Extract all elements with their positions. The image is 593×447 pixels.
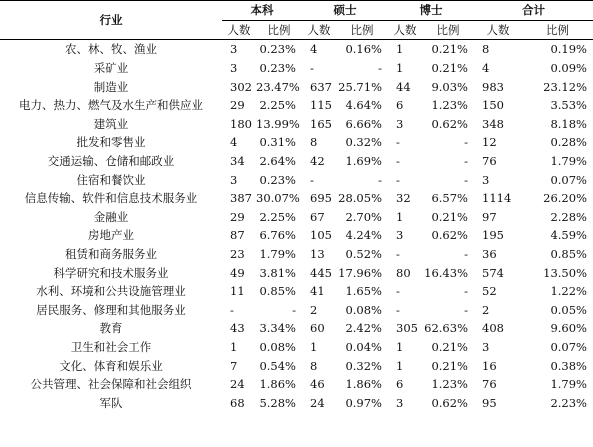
bachelor-ratio-cell: 3.81% [259,265,296,280]
doctor-count-cell: - [396,172,400,187]
table-body [0,40,593,412]
total-ratio-cell: 1.79% [550,377,587,392]
doctor-ratio-cell: 1.23% [431,98,468,113]
total-ratio-cell: 0.07% [550,172,587,187]
table-row [0,59,593,78]
bachelor-ratio-cell: 1.79% [259,247,296,262]
total-ratio-cell: 8.18% [550,116,587,131]
doctor-ratio-cell: 1.23% [431,377,468,392]
doctor-ratio-cell: 16.43% [424,265,468,280]
total-ratio-cell: 0.09% [550,61,587,76]
bachelor-count-cell: 24 [230,377,245,392]
doctor-ratio-cell: 62.63% [424,321,468,336]
master-count-cell: 67 [310,209,325,224]
bachelor-count-cell: 387 [230,191,252,206]
master-count-cell: 41 [310,284,325,299]
doctor-ratio-cell: 0.21% [431,339,468,354]
table-row [0,40,593,59]
bachelor-ratio-cell: 2.25% [259,98,296,113]
doctor-count-cell: 3 [396,228,404,243]
total-count-cell: 3 [482,172,490,187]
total-ratio-cell: 0.05% [550,302,587,317]
bachelor-count-cell: 302 [230,79,252,94]
doctor-ratio-cell: 0.21% [431,209,468,224]
doctor-ratio-cell: 9.03% [431,79,468,94]
doctor-count-cell: - [396,135,400,150]
total-ratio-cell: 13.50% [543,265,587,280]
total-count-cell: 76 [482,154,497,169]
industry-cell: 制造业 [93,79,129,94]
master-ratio-cell: - [378,172,382,187]
master-ratio-cell: 25.71% [338,79,382,94]
master-count-cell: - [310,61,314,76]
doctor-ratio-cell: 0.62% [431,395,468,410]
master-count-cell: 8 [310,358,318,373]
doctor-ratio-cell: - [464,247,468,262]
industry-cell: 电力、热力、燃气及水生产和供应业 [19,98,203,113]
total-ratio-cell: 0.38% [550,358,587,373]
industry-column-header: 行业 [0,1,222,40]
total-count-cell: 36 [482,247,497,262]
table-row [0,393,593,412]
industry-cell: 批发和零售业 [76,135,146,150]
master-ratio-cell: 0.04% [345,339,382,354]
total-ratio-cell: 1.79% [550,154,587,169]
master-ratio-cell: 4.24% [345,228,382,243]
group-header-master: 硕士 [302,1,388,21]
total-count-cell: 1114 [482,191,512,206]
table-row [0,226,593,245]
doctor-ratio-cell: - [464,284,468,299]
master-count-cell: 13 [310,247,325,262]
total-ratio-cell: 0.85% [550,247,587,262]
bachelor-ratio-cell: 3.34% [259,321,296,336]
master-count-cell: 8 [310,135,318,150]
table-row [0,133,593,152]
master-count-cell: - [310,172,314,187]
total-count-cell: 95 [482,395,497,410]
doctor-count-cell: 80 [396,265,411,280]
master-ratio-cell: - [378,61,382,76]
total-ratio-cell: 0.28% [550,135,587,150]
doctor-ratio-cell: 0.62% [431,116,468,131]
bachelor-count-cell: 3 [230,61,238,76]
master-ratio-cell: 0.08% [345,302,382,317]
table-row [0,170,593,189]
doctor-count-cell: 1 [396,42,404,57]
table-row [0,282,593,301]
table-row [0,96,593,115]
bachelor-count-cell: 29 [230,209,245,224]
bachelor-ratio-cell: 5.28% [259,395,296,410]
master-count-cell: 165 [310,116,332,131]
group-header-doctor: 博士 [388,1,474,21]
total-ratio-cell: 2.23% [550,395,587,410]
industry-cell: 建筑业 [93,116,129,131]
doctor-count-cell: - [396,247,400,262]
master-count-cell: 1 [310,339,318,354]
bachelor-count-cell: 11 [230,284,245,299]
industry-cell: 文化、体育和娱乐业 [59,358,163,373]
doctor-count-cell: - [396,284,400,299]
total-count-cell: 4 [482,61,490,76]
master-count-cell: 60 [310,321,325,336]
table-row [0,319,593,338]
total-count-cell: 12 [482,135,497,150]
master-ratio-cell: 0.52% [345,247,382,262]
doctor-ratio-cell: 0.21% [431,358,468,373]
total-ratio-cell: 4.59% [550,228,587,243]
total-count-cell: 3 [482,339,490,354]
table-row [0,208,593,227]
total-count-cell: 983 [482,79,504,94]
bachelor-count-cell: - [230,302,234,317]
table-row [0,152,593,171]
table-header [0,1,593,40]
subheader-ratio: 比例 [256,20,302,40]
bachelor-count-cell: 49 [230,265,245,280]
bachelor-count-cell: 3 [230,42,238,57]
table-row [0,189,593,208]
doctor-ratio-cell: 0.62% [431,228,468,243]
doctor-count-cell: 6 [396,377,404,392]
table-row [0,338,593,357]
total-ratio-cell: 23.12% [543,79,587,94]
doctor-count-cell: 6 [396,98,404,113]
bachelor-count-cell: 7 [230,358,238,373]
group-header-bachelor: 本科 [222,1,302,21]
doctor-count-cell: - [396,302,400,317]
bachelor-ratio-cell: 0.23% [259,42,296,57]
total-count-cell: 150 [482,98,504,113]
doctor-ratio-cell: 0.21% [431,42,468,57]
industry-cell: 水利、环境和公共设施管理业 [36,284,186,299]
total-count-cell: 408 [482,321,504,336]
master-count-cell: 46 [310,377,325,392]
doctor-count-cell: 1 [396,61,404,76]
table-row [0,263,593,282]
master-count-cell: 445 [310,265,332,280]
master-count-cell: 637 [310,79,332,94]
doctor-count-cell: 305 [396,321,418,336]
total-ratio-cell: 1.22% [550,284,587,299]
master-ratio-cell: 0.97% [345,395,382,410]
bachelor-ratio-cell: - [292,302,296,317]
bachelor-count-cell: 87 [230,228,245,243]
master-ratio-cell: 28.05% [338,191,382,206]
master-ratio-cell: 6.66% [345,116,382,131]
industry-cell: 金融业 [93,209,129,224]
doctor-ratio-cell: - [464,154,468,169]
bachelor-ratio-cell: 2.25% [259,209,296,224]
bachelor-ratio-cell: 30.07% [256,191,300,206]
master-ratio-cell: 1.65% [345,284,382,299]
master-ratio-cell: 0.32% [345,135,382,150]
total-ratio-cell: 0.19% [550,42,587,57]
industry-cell: 农、林、牧、渔业 [65,42,157,57]
doctor-count-cell: 32 [396,191,411,206]
bachelor-count-cell: 1 [230,339,238,354]
total-ratio-cell: 2.28% [550,209,587,224]
bachelor-ratio-cell: 0.54% [259,358,296,373]
industry-cell: 交通运输、仓储和邮政业 [47,154,175,169]
doctor-count-cell: - [396,154,400,169]
bachelor-ratio-cell: 0.23% [259,172,296,187]
subheader-ratio: 比例 [522,20,593,40]
doctor-ratio-cell: 6.57% [431,191,468,206]
subheader-ratio: 比例 [422,20,474,40]
bachelor-count-cell: 68 [230,395,245,410]
industry-cell: 教育 [99,321,123,336]
bachelor-count-cell: 180 [230,116,252,131]
table-row [0,115,593,134]
industry-cell: 租赁和商务服务业 [65,247,157,262]
total-count-cell: 16 [482,358,497,373]
industry-cell: 住宿和餐饮业 [76,172,146,187]
bachelor-ratio-cell: 23.47% [256,79,300,94]
master-count-cell: 4 [310,42,318,57]
master-count-cell: 24 [310,395,325,410]
bachelor-ratio-cell: 0.08% [259,339,296,354]
total-ratio-cell: 0.07% [550,339,587,354]
bachelor-ratio-cell: 0.85% [259,284,296,299]
doctor-count-cell: 1 [396,339,404,354]
master-count-cell: 105 [310,228,332,243]
bachelor-ratio-cell: 13.99% [256,116,300,131]
subheader-count: 人数 [302,20,336,40]
master-count-cell: 695 [310,191,332,206]
table-row [0,375,593,394]
total-count-cell: 2 [482,302,490,317]
subheader-count: 人数 [388,20,422,40]
doctor-ratio-cell: - [464,172,468,187]
master-count-cell: 115 [310,98,332,113]
bachelor-ratio-cell: 0.23% [259,61,296,76]
doctor-ratio-cell: - [464,135,468,150]
doctor-ratio-cell: 0.21% [431,61,468,76]
total-count-cell: 195 [482,228,504,243]
total-ratio-cell: 3.53% [550,98,587,113]
total-count-cell: 348 [482,116,504,131]
total-count-cell: 97 [482,209,497,224]
bachelor-count-cell: 3 [230,172,238,187]
bachelor-count-cell: 34 [230,154,245,169]
total-count-cell: 574 [482,265,504,280]
master-ratio-cell: 2.70% [345,209,382,224]
bachelor-ratio-cell: 2.64% [259,154,296,169]
bachelor-ratio-cell: 0.31% [259,135,296,150]
bachelor-count-cell: 4 [230,135,238,150]
doctor-count-cell: 1 [396,358,404,373]
total-ratio-cell: 26.20% [543,191,587,206]
doctor-count-cell: 3 [396,395,404,410]
doctor-count-cell: 1 [396,209,404,224]
industry-cell: 居民服务、修理和其他服务业 [36,302,186,317]
industry-cell: 科学研究和技术服务业 [53,265,169,280]
industry-cell: 房地产业 [88,228,134,243]
doctor-ratio-cell: - [464,302,468,317]
bachelor-count-cell: 29 [230,98,245,113]
bachelor-count-cell: 23 [230,247,245,262]
industry-cell: 采矿业 [93,61,129,76]
subheader-ratio: 比例 [336,20,388,40]
table-row [0,245,593,264]
total-ratio-cell: 9.60% [550,321,587,336]
total-count-cell: 76 [482,377,497,392]
table-row [0,301,593,320]
table-row [0,77,593,96]
subheader-count: 人数 [222,20,256,40]
master-ratio-cell: 1.69% [345,154,382,169]
master-ratio-cell: 0.32% [345,358,382,373]
industry-cell: 信息传输、软件和信息技术服务业 [24,191,198,206]
industry-cell: 卫生和社会工作 [70,339,152,354]
master-ratio-cell: 1.86% [345,377,382,392]
doctor-count-cell: 3 [396,116,404,131]
industry-cell: 军队 [99,395,123,410]
master-ratio-cell: 0.16% [345,42,382,57]
master-ratio-cell: 4.64% [345,98,382,113]
bachelor-ratio-cell: 1.86% [259,377,296,392]
master-count-cell: 42 [310,154,325,169]
table-row [0,356,593,375]
master-count-cell: 2 [310,302,318,317]
master-ratio-cell: 2.42% [345,321,382,336]
industry-cell: 公共管理、社会保障和社会组织 [30,377,192,392]
total-count-cell: 52 [482,284,497,299]
doctor-count-cell: 44 [396,79,411,94]
master-ratio-cell: 17.96% [338,265,382,280]
subheader-count: 人数 [474,20,522,40]
bachelor-ratio-cell: 6.76% [259,228,296,243]
bachelor-count-cell: 43 [230,321,245,336]
total-count-cell: 8 [482,42,490,57]
group-header-total: 合计 [474,1,593,21]
